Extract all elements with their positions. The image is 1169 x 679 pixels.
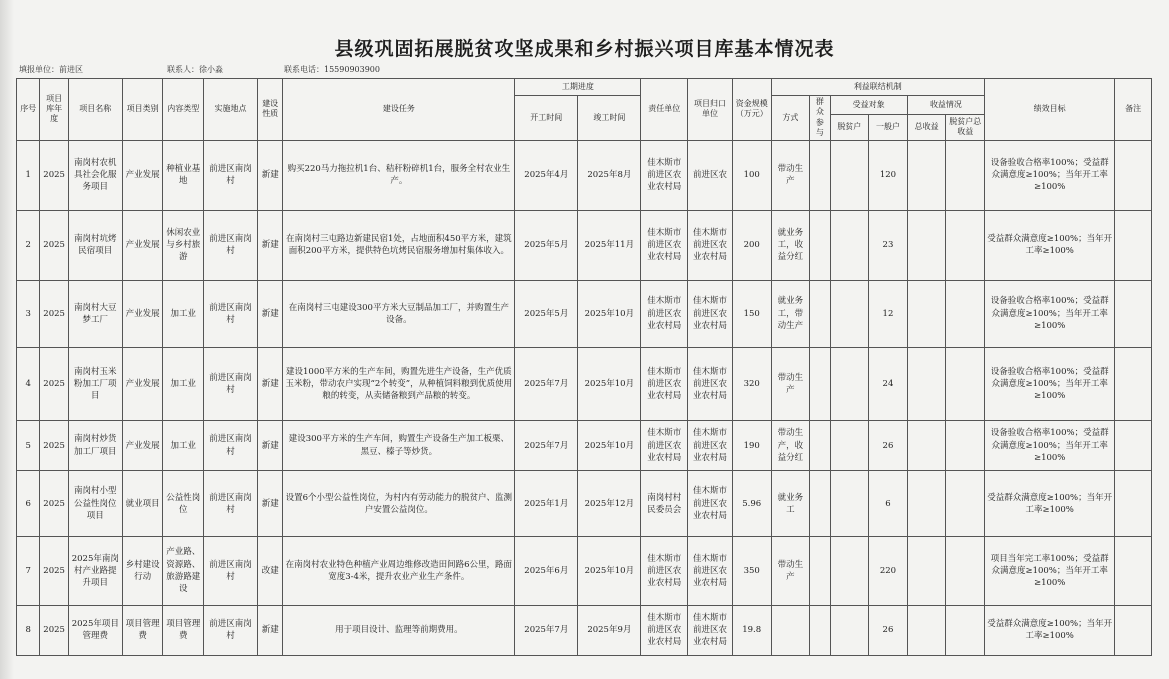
- cell-remark: [1115, 421, 1152, 471]
- cell-year: 2025: [40, 537, 68, 605]
- cell-fund: 150: [732, 280, 771, 347]
- cell-category: 产业发展: [122, 280, 163, 347]
- cell-total-income: [907, 140, 946, 210]
- table-row: [17, 605, 1152, 655]
- table-row: [17, 140, 1152, 210]
- header-category: 项目类别: [122, 79, 163, 141]
- cell-start: 2025年7月: [515, 421, 578, 471]
- cell-category: 产业发展: [122, 210, 163, 280]
- cell-total-income: [907, 471, 946, 537]
- cell-poor-income: [946, 210, 985, 280]
- cell-task: 建设1000平方米的生产车间，购置先进生产设备，生产优质玉米粉，带动农户实现“2个转变”，从种植饲料粮到优质使用粮的转变，从卖储备粮到产品粮的转变。: [283, 348, 515, 421]
- cell-task: 购买220马力拖拉机1台、秸秆粉碎机1台，服务全村农业生产。: [283, 140, 515, 210]
- cell-remark: [1115, 280, 1152, 347]
- cell-start: 2025年5月: [515, 210, 578, 280]
- cell-owner: 佳木斯市前进区农业农村局: [688, 280, 733, 347]
- contact-phone: 联系电话：15590903900: [284, 65, 380, 74]
- cell-participate: [810, 537, 830, 605]
- project-table: [16, 78, 1152, 656]
- cell-name: 南岗村玉米粉加工厂项目: [68, 348, 122, 421]
- cell-fund: 19.8: [732, 605, 771, 655]
- cell-location: 前进区南岗村: [204, 280, 258, 347]
- cell-poor-income: [946, 280, 985, 347]
- cell-location: 前进区南岗村: [204, 421, 258, 471]
- cell-fund: 190: [732, 421, 771, 471]
- cell-fund: 100: [732, 140, 771, 210]
- cell-general-households: 24: [869, 348, 908, 421]
- cell-category: 产业发展: [122, 421, 163, 471]
- cell-end: 2025年12月: [578, 471, 641, 537]
- cell-nature: 改建: [257, 537, 282, 605]
- cell-seq: 7: [17, 537, 40, 605]
- cell-responsible: 佳木斯市前进区农业农村局: [641, 348, 688, 421]
- cell-remark: [1115, 537, 1152, 605]
- cell-poor-households: [830, 537, 869, 605]
- cell-owner: 佳木斯市前进区农业农村局: [688, 471, 733, 537]
- cell-start: 2025年6月: [515, 537, 578, 605]
- header-method: 方式: [771, 96, 810, 141]
- cell-year: 2025: [40, 280, 68, 347]
- cell-owner: 佳木斯市前进区农业农村局: [688, 605, 733, 655]
- cell-category: 就业项目: [122, 471, 163, 537]
- cell-poor-households: [830, 140, 869, 210]
- cell-start: 2025年4月: [515, 140, 578, 210]
- cell-owner: 佳木斯市前进区农业农村局: [688, 421, 733, 471]
- cell-owner: 佳木斯市前进区农业农村局: [688, 210, 733, 280]
- cell-poor-households: [830, 421, 869, 471]
- cell-goal: 设备验收合格率100%；受益群众满意度≥100%；当年开工率≥100%: [985, 348, 1115, 421]
- header-poor-households: 脱贫户: [830, 114, 869, 140]
- contact-person: 联系人：徐小淼: [167, 65, 223, 74]
- cell-task: 在南岗村三屯建设300平方米大豆制品加工厂，并购置生产设备。: [283, 280, 515, 347]
- header-poor-income: 脱贫户总收益: [946, 114, 985, 140]
- cell-responsible: 佳木斯市前进区农业农村局: [641, 280, 688, 347]
- cell-content-type: 休闲农业与乡村旅游: [163, 210, 204, 280]
- cell-name: 南岗村农机具社会化服务项目: [68, 140, 122, 210]
- cell-content-type: 加工业: [163, 348, 204, 421]
- table-row: [17, 210, 1152, 280]
- cell-end: 2025年10月: [578, 348, 641, 421]
- cell-participate: [810, 421, 830, 471]
- cell-end: 2025年10月: [578, 280, 641, 347]
- cell-owner: 佳木斯市前进区农业农村局: [688, 348, 733, 421]
- cell-total-income: [907, 421, 946, 471]
- header-year: 项目库年度: [40, 79, 68, 141]
- cell-method: 就业务工，收益分红: [771, 210, 810, 280]
- cell-start: 2025年7月: [515, 348, 578, 421]
- header-general-households: 一般户: [869, 114, 908, 140]
- cell-seq: 1: [17, 140, 40, 210]
- cell-method: [771, 605, 810, 655]
- cell-participate: [810, 140, 830, 210]
- cell-method: 带动生产，收益分红: [771, 421, 810, 471]
- cell-year: 2025: [40, 471, 68, 537]
- header-start: 开工时间: [515, 96, 578, 141]
- cell-fund: 200: [732, 210, 771, 280]
- cell-goal: 受益群众满意度≥100%；当年开工率≥100%: [985, 210, 1115, 280]
- cell-goal: 设备验收合格率100%；受益群众满意度≥100%；当年开工率≥100%: [985, 140, 1115, 210]
- cell-category: 项目管理费: [122, 605, 163, 655]
- cell-location: 前进区南岗村: [204, 471, 258, 537]
- header-remark: 备注: [1115, 79, 1152, 141]
- cell-participate: [810, 348, 830, 421]
- table-body: [17, 140, 1152, 655]
- cell-responsible: 佳木斯市前进区农业农村局: [641, 210, 688, 280]
- cell-end: 2025年10月: [578, 421, 641, 471]
- header-income: 收益情况: [907, 96, 984, 115]
- cell-goal: 设备验收合格率100%；受益群众满意度≥100%；当年开工率≥100%: [985, 421, 1115, 471]
- header-beneficiary: 受益对象: [830, 96, 907, 115]
- header-name: 项目名称: [68, 79, 122, 141]
- cell-remark: [1115, 210, 1152, 280]
- cell-goal: 项目当年完工率100%；受益群众满意度≥100%；当年开工率≥100%: [985, 537, 1115, 605]
- cell-poor-households: [830, 471, 869, 537]
- cell-year: 2025: [40, 348, 68, 421]
- cell-start: 2025年1月: [515, 471, 578, 537]
- cell-poor-income: [946, 605, 985, 655]
- cell-method: 就业务工: [771, 471, 810, 537]
- cell-responsible: 佳木斯市前进区农业农村局: [641, 537, 688, 605]
- cell-task: 在南岗村三屯路边新建民宿1处，占地面积450平方米，建筑面积200平方米，提供特色坑烤民宿服务增加村集体收入。: [283, 210, 515, 280]
- cell-nature: 新建: [257, 348, 282, 421]
- cell-poor-income: [946, 421, 985, 471]
- cell-fund: 320: [732, 348, 771, 421]
- cell-location: 前进区南岗村: [204, 210, 258, 280]
- cell-name: 南岗村炒货加工厂项目: [68, 421, 122, 471]
- cell-method: 带动生产: [771, 537, 810, 605]
- cell-content-type: 加工业: [163, 421, 204, 471]
- cell-start: 2025年7月: [515, 605, 578, 655]
- cell-remark: [1115, 140, 1152, 210]
- cell-total-income: [907, 537, 946, 605]
- cell-seq: 8: [17, 605, 40, 655]
- table-row: [17, 537, 1152, 605]
- header-goal: 绩效目标: [985, 79, 1115, 141]
- cell-poor-income: [946, 140, 985, 210]
- cell-poor-income: [946, 537, 985, 605]
- cell-name: 南岗村大豆梦工厂: [68, 280, 122, 347]
- cell-nature: 新建: [257, 280, 282, 347]
- cell-total-income: [907, 348, 946, 421]
- header-nature: 建设性质: [257, 79, 282, 141]
- cell-responsible: 佳木斯市前进区农业农村局: [641, 605, 688, 655]
- cell-responsible: 佳木斯市前进区农业农村局: [641, 140, 688, 210]
- header-total-income: 总收益: [907, 114, 946, 140]
- table-row: [17, 348, 1152, 421]
- cell-nature: 新建: [257, 605, 282, 655]
- header-fund: 资金规模（万元）: [732, 79, 771, 141]
- table-row: [17, 421, 1152, 471]
- cell-location: 前进区南岗村: [204, 537, 258, 605]
- cell-goal: 受益群众满意度≥100%；当年开工率≥100%: [985, 605, 1115, 655]
- header-benefit: 利益联结机制: [771, 79, 985, 96]
- cell-name: 2025年项目管理费: [68, 605, 122, 655]
- cell-task: 设置6个小型公益性岗位，为村内有劳动能力的脱贫户、监测户安置公益岗位。: [283, 471, 515, 537]
- cell-location: 前进区南岗村: [204, 605, 258, 655]
- cell-poor-households: [830, 210, 869, 280]
- cell-total-income: [907, 210, 946, 280]
- cell-general-households: 26: [869, 421, 908, 471]
- table-row: [17, 471, 1152, 537]
- cell-participate: [810, 471, 830, 537]
- cell-content-type: 项目管理费: [163, 605, 204, 655]
- cell-general-households: 12: [869, 280, 908, 347]
- cell-year: 2025: [40, 210, 68, 280]
- cell-participate: [810, 280, 830, 347]
- cell-general-households: 220: [869, 537, 908, 605]
- header-location: 实施地点: [204, 79, 258, 141]
- document-title: 县级巩固拓展脱贫攻坚成果和乡村振兴项目库基本情况表: [334, 38, 835, 60]
- cell-poor-income: [946, 471, 985, 537]
- cell-task: 用于项目设计、监理等前期费用。: [283, 605, 515, 655]
- cell-task: 建设300平方米的生产车间，购置生产设备生产加工板栗、黑豆、榛子等炒货。: [283, 421, 515, 471]
- cell-responsible: 南岗村村民委员会: [641, 471, 688, 537]
- cell-total-income: [907, 280, 946, 347]
- cell-location: 前进区南岗村: [204, 140, 258, 210]
- header-task: 建设任务: [283, 79, 515, 141]
- cell-name: 南岗村坑烤民宿项目: [68, 210, 122, 280]
- cell-name: 南岗村小型公益性岗位项目: [68, 471, 122, 537]
- cell-responsible: 佳木斯市前进区农业农村局: [641, 421, 688, 471]
- cell-general-households: 26: [869, 605, 908, 655]
- cell-nature: 新建: [257, 471, 282, 537]
- header-owner: 项目归口单位: [688, 79, 733, 141]
- cell-seq: 5: [17, 421, 40, 471]
- scan-edge-shadow: [0, 0, 14, 679]
- cell-category: 产业发展: [122, 348, 163, 421]
- cell-remark: [1115, 348, 1152, 421]
- cell-year: 2025: [40, 140, 68, 210]
- cell-category: 产业发展: [122, 140, 163, 210]
- cell-name: 2025年南岗村产业路提升项目: [68, 537, 122, 605]
- cell-end: 2025年10月: [578, 537, 641, 605]
- cell-remark: [1115, 471, 1152, 537]
- cell-content-type: 公益性岗位: [163, 471, 204, 537]
- cell-total-income: [907, 605, 946, 655]
- cell-method: 带动生产: [771, 140, 810, 210]
- cell-poor-households: [830, 605, 869, 655]
- cell-poor-income: [946, 348, 985, 421]
- cell-year: 2025: [40, 605, 68, 655]
- cell-task: 在南岗村农业特色种植产业周边维修改造田间路6公里，路面宽度3-4米，提升农业产业生产条件。: [283, 537, 515, 605]
- header-participate: 群众参与: [810, 96, 830, 141]
- cell-content-type: 产业路、资源路、旅游路建设: [163, 537, 204, 605]
- table-row: [17, 280, 1152, 347]
- cell-end: 2025年8月: [578, 140, 641, 210]
- cell-content-type: 加工业: [163, 280, 204, 347]
- cell-year: 2025: [40, 421, 68, 471]
- cell-content-type: 种植业基地: [163, 140, 204, 210]
- cell-start: 2025年5月: [515, 280, 578, 347]
- header-schedule: 工期进度: [515, 79, 641, 96]
- cell-goal: 设备验收合格率100%；受益群众满意度≥100%；当年开工率≥100%: [985, 280, 1115, 347]
- cell-participate: [810, 605, 830, 655]
- cell-owner: 前进区农: [688, 140, 733, 210]
- cell-seq: 4: [17, 348, 40, 421]
- cell-end: 2025年9月: [578, 605, 641, 655]
- cell-seq: 2: [17, 210, 40, 280]
- filing-unit: 填报单位：前进区: [19, 65, 83, 74]
- cell-seq: 3: [17, 280, 40, 347]
- cell-owner: 佳木斯市前进区农业农村局: [688, 537, 733, 605]
- cell-general-households: 6: [869, 471, 908, 537]
- cell-participate: [810, 210, 830, 280]
- cell-fund: 350: [732, 537, 771, 605]
- cell-remark: [1115, 605, 1152, 655]
- cell-poor-households: [830, 280, 869, 347]
- cell-method: 带动生产: [771, 348, 810, 421]
- cell-end: 2025年11月: [578, 210, 641, 280]
- header-responsible: 责任单位: [641, 79, 688, 141]
- cell-seq: 6: [17, 471, 40, 537]
- cell-nature: 新建: [257, 421, 282, 471]
- cell-fund: 5.96: [732, 471, 771, 537]
- header-end: 竣工时间: [578, 96, 641, 141]
- cell-general-households: 120: [869, 140, 908, 210]
- cell-general-households: 23: [869, 210, 908, 280]
- cell-nature: 新建: [257, 210, 282, 280]
- cell-nature: 新建: [257, 140, 282, 210]
- cell-poor-households: [830, 348, 869, 421]
- cell-method: 就业务工，带动生产: [771, 280, 810, 347]
- cell-goal: 受益群众满意度≥100%；当年开工率≥100%: [985, 471, 1115, 537]
- header-seq: 序号: [17, 79, 40, 141]
- cell-location: 前进区南岗村: [204, 348, 258, 421]
- cell-category: 乡村建设行动: [122, 537, 163, 605]
- header-content-type: 内容类型: [163, 79, 204, 141]
